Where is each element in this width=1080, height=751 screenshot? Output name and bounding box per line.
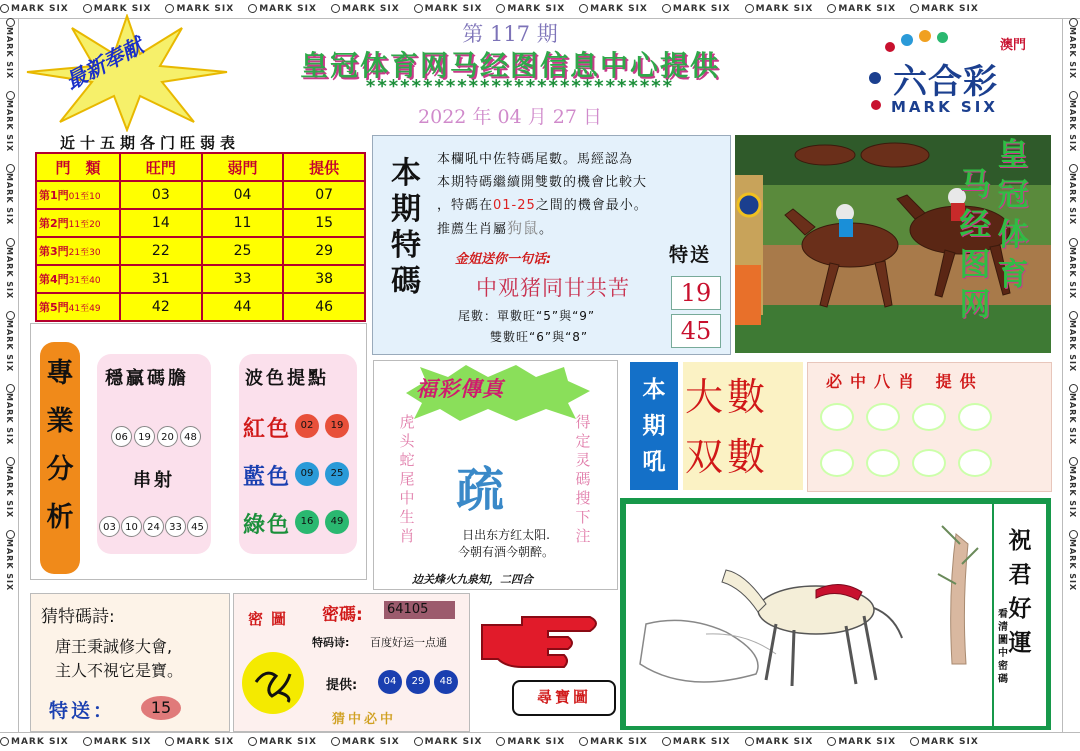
- mark-six-border-tile: [745, 733, 814, 751]
- table-row: [36, 181, 365, 209]
- mark-six-border-tile: [331, 0, 400, 18]
- mark-six-border-tile: [0, 530, 18, 591]
- headline: 皇冠体育网马经图信息中心提供: [299, 49, 720, 82]
- chain-ball: 33: [165, 516, 186, 537]
- border-emblem-icon: [827, 737, 836, 746]
- good-luck-subtitle: 看清圖中密碼: [998, 609, 1008, 685]
- guess-poem-line-1: 唐王秉誠修大會,: [55, 637, 173, 656]
- mark-six-border-tile: [1063, 311, 1080, 372]
- mark-six-border-tile: [0, 733, 69, 751]
- border-brand-text: MARK SIX: [1068, 393, 1077, 446]
- ruo-cell: 11: [202, 209, 284, 237]
- border-brand-text: MARK SIX: [838, 4, 897, 14]
- mark-six-border-tile: [414, 0, 483, 18]
- mark-six-border-tile: [0, 384, 18, 445]
- color-label-green: 綠色: [243, 513, 292, 538]
- logo-dot-orange: [919, 30, 931, 42]
- ruo-cell: 33: [202, 265, 284, 293]
- this-issue-label: [630, 362, 678, 490]
- border-emblem-icon: [6, 18, 15, 27]
- chain-ball: 03: [99, 516, 120, 537]
- tail-hints: [458, 306, 595, 348]
- table-row: [36, 265, 365, 293]
- row-label: 第3門21至30: [36, 237, 120, 265]
- border-brand-text: MARK SIX: [507, 737, 566, 747]
- tail-hint-2: 雙數旺“6”與“8”: [490, 330, 589, 344]
- border-brand-text: MARK SIX: [672, 737, 731, 747]
- border-emblem-icon: [662, 737, 671, 746]
- border-emblem-icon: [1069, 18, 1078, 27]
- color-ball-green: 49: [325, 510, 349, 534]
- safe-ball: 19: [134, 426, 155, 447]
- wang-cell: 03: [120, 181, 202, 209]
- wang-cell: 22: [120, 237, 202, 265]
- border-emblem-icon: [1069, 91, 1078, 100]
- chain-title: 串射: [133, 470, 175, 491]
- border-brand-text: MARK SIX: [838, 737, 897, 747]
- border-brand-text: MARK SIX: [5, 100, 14, 153]
- secret-map-title: 密圖: [248, 610, 295, 628]
- border-brand-text: MARK SIX: [5, 539, 14, 592]
- handwriting-icon: [242, 652, 304, 714]
- border-emblem-icon: [248, 737, 257, 746]
- mark-six-border-tile: [745, 0, 814, 18]
- logo-dot-navy: [869, 72, 881, 84]
- border-brand-text: MARK SIX: [424, 4, 483, 14]
- zodiac-animal-icon: [866, 403, 900, 431]
- draw-date: 2022 年 04 月 27 日: [418, 106, 602, 128]
- border-emblem-icon: [579, 737, 588, 746]
- border-emblem-icon: [331, 4, 340, 13]
- chain-ball: 45: [187, 516, 208, 537]
- mark-six-border-tile: [0, 164, 18, 225]
- zodiac-animal-icon: [820, 449, 854, 477]
- border-brand-text: MARK SIX: [5, 319, 14, 373]
- row-label: 第1門01至10: [36, 181, 120, 209]
- border-brand-text: MARK SIX: [921, 4, 979, 14]
- mark-six-border-tile: [248, 0, 317, 18]
- starburst-shape: [22, 14, 232, 132]
- safe-pick-title: 穩贏碼膽: [105, 368, 189, 389]
- right-border: [1062, 18, 1080, 732]
- logo-cn: 六合彩: [893, 62, 998, 102]
- chain-ball: 24: [143, 516, 164, 537]
- fucai-poem-1: 日出东方红太阳.: [462, 528, 550, 542]
- border-brand-text: MARK SIX: [259, 4, 317, 14]
- odds-table-title: 近十五期各门旺弱表: [60, 134, 241, 152]
- mark-six-border-tile: [0, 18, 18, 79]
- special-poem-label: 特码诗:: [312, 636, 350, 649]
- new-release-starburst: [22, 14, 232, 132]
- row-label: 第5門41至49: [36, 293, 120, 321]
- special-poem-value: 百度好运一点通: [370, 636, 447, 649]
- border-brand-text: MARK SIX: [1068, 173, 1077, 226]
- wang-cell: 42: [120, 293, 202, 321]
- mark-six-border-tile: [331, 733, 400, 751]
- mark-six-border-tile: [1063, 164, 1080, 225]
- color-ball-blue: 25: [325, 462, 349, 486]
- password-label: 密碼:: [322, 605, 363, 625]
- col-door: 門 類: [36, 153, 120, 181]
- border-emblem-icon: [414, 737, 423, 746]
- provide-ball: 48: [434, 670, 458, 694]
- fucai-left-verse: 虎头蛇尾中生肖: [399, 413, 415, 545]
- border-emblem-icon: [331, 737, 340, 746]
- border-brand-text: MARK SIX: [5, 246, 14, 299]
- analysis-label: 專業分析: [40, 342, 80, 574]
- border-brand-text: MARK SIX: [590, 4, 648, 14]
- tigong-cell: 38: [283, 265, 365, 293]
- border-brand-text: MARK SIX: [424, 737, 483, 747]
- provide-ball: 04: [378, 670, 402, 694]
- fucai-right-verse: 得定灵碼搜下注: [575, 413, 591, 545]
- wang-cell: 14: [120, 209, 202, 237]
- border-emblem-icon: [827, 4, 836, 13]
- row-label: 第4門31至40: [36, 265, 120, 293]
- odds-table: [35, 152, 366, 322]
- zodiac-animal-icon: [958, 449, 992, 477]
- border-emblem-icon: [6, 384, 15, 393]
- guess-poem-panel: [30, 593, 230, 732]
- color-ball-red: 02: [295, 414, 319, 438]
- horse-race-photo: [735, 135, 1051, 353]
- starburst-text: 最新奉献: [61, 33, 148, 95]
- desc-line-4: 推薦生肖屬狗鼠。: [437, 219, 554, 237]
- guess-poem-title: 猜特碼詩:: [41, 607, 115, 627]
- tigong-cell: 46: [283, 293, 365, 321]
- border-brand-text: MARK SIX: [921, 737, 979, 747]
- border-emblem-icon: [0, 737, 9, 746]
- border-emblem-icon: [496, 4, 505, 13]
- color-tips-panel: [239, 354, 357, 554]
- zodiac-animal-icon: [912, 449, 946, 477]
- password-value: 64105: [384, 601, 455, 619]
- wang-cell: 31: [120, 265, 202, 293]
- border-emblem-icon: [6, 91, 15, 100]
- fucai-poem-2: 今朝有酒今朝醉。: [457, 545, 554, 559]
- ruo-cell: 25: [202, 237, 284, 265]
- border-brand-text: MARK SIX: [507, 4, 566, 14]
- tigong-cell: 07: [283, 181, 365, 209]
- border-emblem-icon: [6, 311, 15, 320]
- this-issue-text: 本期吼: [642, 377, 666, 475]
- mark-six-border-tile: [248, 733, 317, 751]
- fucai-footer: 边关烽火九泉知，二四合: [412, 573, 533, 586]
- color-label-blue: 藍色: [243, 465, 292, 490]
- border-brand-text: MARK SIX: [755, 737, 814, 747]
- zodiac-animal-icon: [912, 403, 946, 431]
- race-left-vertical: 马经图网: [959, 167, 991, 323]
- big-even-panel: [683, 362, 803, 490]
- tigong-cell: 29: [283, 237, 365, 265]
- border-emblem-icon: [1069, 311, 1078, 320]
- border-brand-text: MARK SIX: [1068, 319, 1077, 373]
- border-emblem-icon: [1069, 384, 1078, 393]
- zodiac-animal-icon: [866, 449, 900, 477]
- border-emblem-icon: [662, 4, 671, 13]
- border-emblem-icon: [414, 4, 423, 13]
- guess-poem-line-2: 主人不視它是寶。: [55, 661, 184, 680]
- odds-header-row: [36, 153, 365, 181]
- border-brand-text: MARK SIX: [1068, 539, 1077, 592]
- border-emblem-icon: [83, 737, 92, 746]
- border-emblem-icon: [248, 4, 257, 13]
- tesong-label: 特送: [669, 244, 712, 266]
- border-brand-text: MARK SIX: [590, 737, 648, 747]
- phrase-label: 金姐送你一句话:: [455, 252, 552, 267]
- good-luck-title: 祝君好運: [1008, 527, 1032, 656]
- race-right-vertical: 皇冠体育: [997, 137, 1029, 293]
- mark-six-border-tile: [496, 0, 565, 18]
- desc-line-3: ，特碼在01-25之間的機會最小。: [437, 198, 648, 213]
- tail-hint-1: 尾數：單數旺“5”與“9”: [458, 309, 596, 323]
- border-emblem-icon: [165, 4, 174, 13]
- special-title: 本期特碼: [391, 156, 421, 299]
- color-ball-red: 19: [325, 414, 349, 438]
- left-border: [0, 18, 19, 732]
- ruo-cell: 04: [202, 181, 284, 209]
- chain-ball: 10: [121, 516, 142, 537]
- safe-ball: 06: [111, 426, 132, 447]
- mark-six-border-tile: [579, 733, 648, 751]
- border-emblem-icon: [579, 4, 588, 13]
- color-label-red: 紅色: [243, 417, 292, 442]
- star-divider: ***************************: [365, 76, 675, 97]
- mark-six-border-tile: [910, 733, 979, 751]
- bottom-border: [0, 732, 1080, 751]
- guess-special-label: 特送：: [49, 700, 116, 722]
- border-brand-text: MARK SIX: [1068, 27, 1077, 80]
- border-emblem-icon: [910, 4, 919, 13]
- mark-six-border-tile: [662, 733, 731, 751]
- table-row: [36, 237, 365, 265]
- mark-six-border-tile: [1063, 18, 1080, 79]
- border-brand-text: MARK SIX: [341, 737, 400, 747]
- border-brand-text: MARK SIX: [259, 737, 317, 747]
- pointing-hand-shape: [478, 605, 613, 680]
- secret-map-footer: 猜中必中: [332, 712, 397, 727]
- mark-six-border-tile: [165, 733, 234, 751]
- fucai-fax-panel: [373, 360, 618, 590]
- zodiac-animal-icon: [958, 403, 992, 431]
- border-brand-text: MARK SIX: [5, 173, 14, 226]
- color-tips-title: 波色提點: [245, 368, 329, 389]
- good-luck-side: [994, 504, 1046, 726]
- border-brand-text: MARK SIX: [5, 27, 14, 80]
- even-number-text: 双數: [685, 435, 770, 479]
- border-brand-text: MARK SIX: [1068, 100, 1077, 153]
- table-row: [36, 293, 365, 321]
- zodiac-animal-icon: [820, 403, 854, 431]
- logo-dot-red: [885, 42, 895, 52]
- mark-six-border-tile: [1063, 91, 1080, 152]
- logo-dot-red2: [871, 100, 881, 110]
- pointing-hand-icon: [478, 605, 613, 680]
- border-emblem-icon: [165, 737, 174, 746]
- border-emblem-icon: [745, 4, 754, 13]
- lucky-phrase: 中观猪同甘共苦: [476, 276, 630, 300]
- fucai-title: 福彩傳真: [416, 377, 504, 401]
- fucai-glyph: 疏: [456, 462, 505, 518]
- ruo-cell: 44: [202, 293, 284, 321]
- color-ball-blue: 09: [295, 462, 319, 486]
- border-emblem-icon: [6, 238, 15, 247]
- provide-label: 提供:: [326, 678, 358, 693]
- border-brand-text: MARK SIX: [341, 4, 400, 14]
- border-emblem-icon: [6, 457, 15, 466]
- issue-number: 第 117 期: [462, 22, 558, 46]
- border-emblem-icon: [496, 737, 505, 746]
- guess-special-number: 15: [141, 696, 181, 720]
- mark-six-border-tile: [1063, 384, 1080, 445]
- secret-map-panel: [233, 593, 470, 732]
- mark-six-logo: [845, 20, 1050, 130]
- eight-zodiac-title: 必中八肖 提供: [826, 372, 984, 391]
- col-tigong: 提供: [283, 153, 365, 181]
- mark-six-border-tile: [827, 733, 896, 751]
- horse-sketch-art: [626, 504, 992, 726]
- treasure-map-label: 尋寶圖: [512, 680, 616, 716]
- border-brand-text: MARK SIX: [1068, 466, 1077, 519]
- big-number-text: 大數: [685, 375, 770, 419]
- border-emblem-icon: [910, 737, 919, 746]
- mark-six-border-tile: [1063, 238, 1080, 299]
- border-emblem-icon: [745, 737, 754, 746]
- mark-six-border-tile: [0, 91, 18, 152]
- border-brand-text: MARK SIX: [1068, 246, 1077, 299]
- border-brand-text: MARK SIX: [5, 466, 14, 519]
- horse-sketch: [626, 504, 992, 726]
- mark-six-border-tile: [83, 733, 152, 751]
- logo-en: MARK SIX: [891, 98, 998, 116]
- mark-six-border-tile: [414, 733, 483, 751]
- special-description: [437, 148, 722, 241]
- handwriting-scribble: [242, 652, 304, 714]
- mark-six-border-tile: [0, 311, 18, 372]
- border-brand-text: MARK SIX: [176, 4, 235, 14]
- border-emblem-icon: [0, 4, 9, 13]
- tigong-cell: 15: [283, 209, 365, 237]
- safe-ball: 48: [180, 426, 201, 447]
- border-emblem-icon: [1069, 457, 1078, 466]
- mark-six-border-tile: [910, 0, 979, 18]
- mark-six-border-tile: [662, 0, 731, 18]
- eight-zodiac-panel: [807, 362, 1052, 492]
- color-ball-green: 16: [295, 510, 319, 534]
- table-row: [36, 209, 365, 237]
- desc-line-1: 本欄吼中佐特碼尾數。馬經認為: [437, 152, 634, 167]
- fucai-poem: [426, 527, 586, 561]
- safe-pick-panel: [97, 354, 211, 554]
- border-brand-text: MARK SIX: [5, 393, 14, 446]
- special-number-panel: [372, 135, 731, 355]
- special-number-1: 19: [671, 276, 721, 310]
- provide-ball: 29: [406, 670, 430, 694]
- professional-analysis: [30, 323, 367, 580]
- logo-dot-green: [937, 32, 948, 43]
- border-emblem-icon: [1069, 238, 1078, 247]
- border-brand-text: MARK SIX: [11, 737, 69, 747]
- border-brand-text: MARK SIX: [11, 4, 69, 14]
- special-number-2: 45: [671, 314, 721, 348]
- border-brand-text: MARK SIX: [755, 4, 814, 14]
- col-wang: 旺門: [120, 153, 202, 181]
- logo-region: 澳門: [1000, 38, 1027, 53]
- mark-six-border-tile: [1063, 530, 1080, 591]
- mark-six-border-tile: [0, 457, 18, 518]
- mark-six-border-tile: [579, 0, 648, 18]
- mark-six-border-tile: [0, 238, 18, 299]
- mark-six-border-tile: [1063, 457, 1080, 518]
- safe-ball: 20: [157, 426, 178, 447]
- border-brand-text: MARK SIX: [176, 737, 235, 747]
- mark-six-border-tile: [827, 0, 896, 18]
- row-label: 第2門11至20: [36, 209, 120, 237]
- border-brand-text: MARK SIX: [672, 4, 731, 14]
- border-brand-text: MARK SIX: [93, 737, 152, 747]
- border-brand-text: MARK SIX: [93, 4, 152, 14]
- mark-six-border-tile: [496, 733, 565, 751]
- col-ruo: 弱門: [202, 153, 284, 181]
- desc-line-2: 本期特碼繼續開雙數的機會比較大: [437, 175, 648, 190]
- good-luck-panel: [620, 498, 1051, 730]
- logo-dot-blue: [901, 34, 913, 46]
- border-emblem-icon: [83, 4, 92, 13]
